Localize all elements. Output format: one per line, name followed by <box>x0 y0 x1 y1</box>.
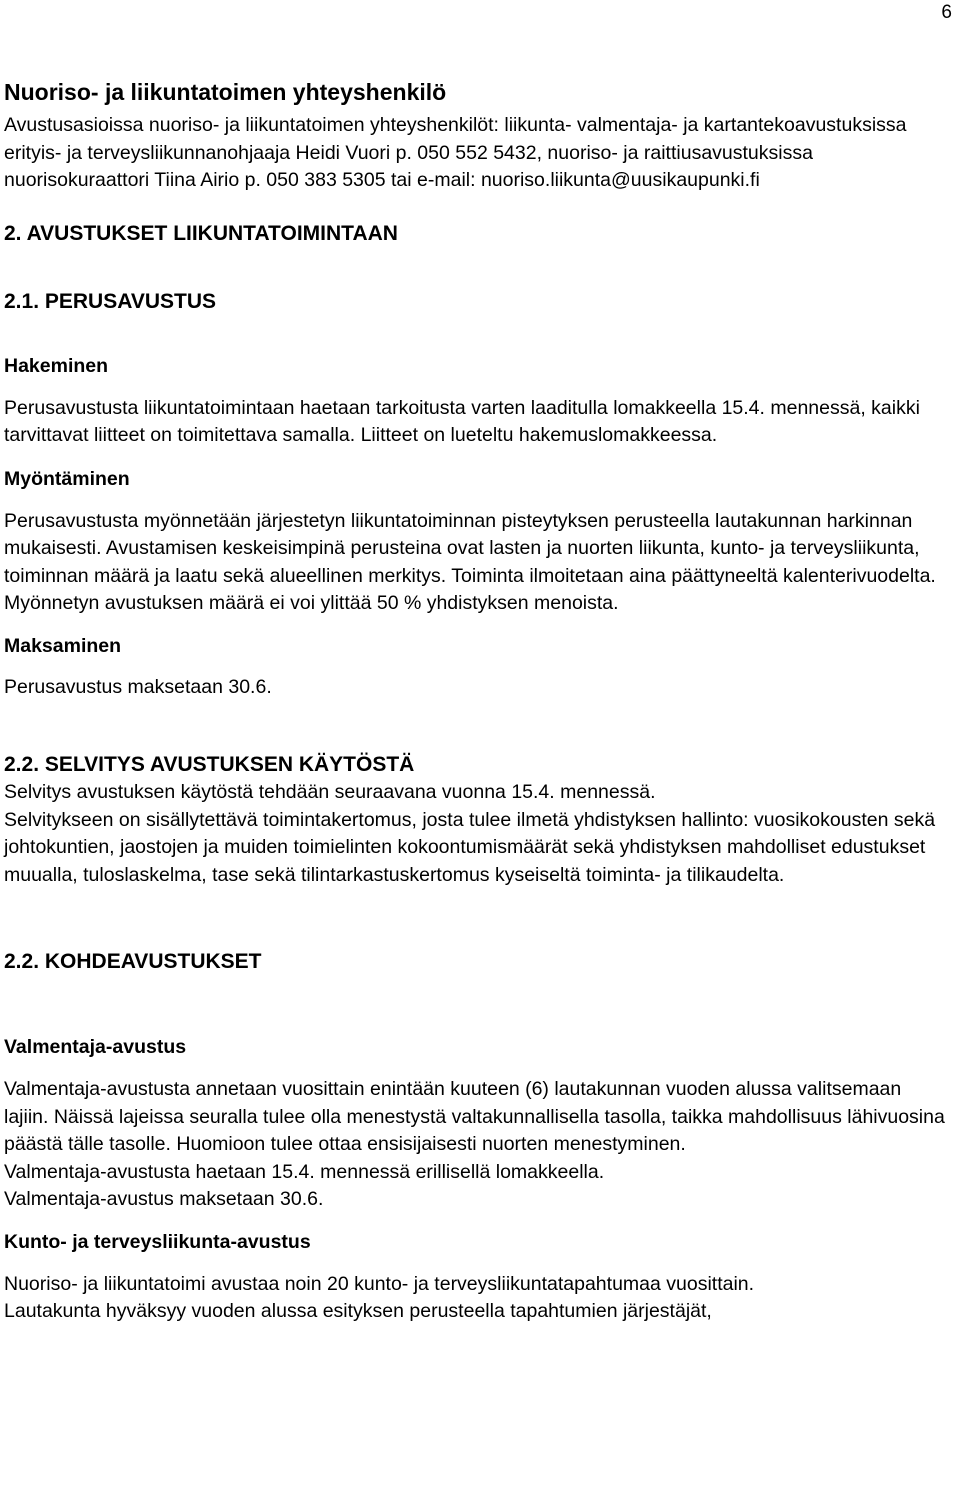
section-2-heading: 2. AVUSTUKSET LIIKUNTATOIMINTAAN <box>4 221 398 245</box>
kunto-heading: Kunto- ja terveysliikunta-avustus <box>4 1230 311 1253</box>
valmentaja-heading: Valmentaja-avustus <box>4 1036 187 1058</box>
myontaminen-body: Perusavustusta myönnetään järjestetyn liikuntatoiminnan pisteytyksen perusteella lautakunnan harkinnan mukaisesti. Avustamisen keskeisimpinä perusteina ovat lasten ja nuorten liikunta, kunto- ja terveysliikunta, toiminnan määrä ja laatu sekä alueellinen merkitys. Toiminta ilmoitetaan aina päättyneeltä kalenterivuodelta. <box>4 509 936 587</box>
hakeminen-heading: Hakeminen <box>4 354 109 377</box>
myontaminen-heading: Myöntäminen <box>4 467 130 490</box>
contact-heading: Nuoriso- ja liikuntatoimen yhteyshenkilö <box>4 79 447 105</box>
document-body <box>4 78 949 1326</box>
maksaminen-heading: Maksaminen <box>4 634 122 657</box>
selvitys-deadline: Selvitys avustuksen käytöstä tehdään seuraavana vuonna 15.4. mennessä. <box>4 781 656 803</box>
maksaminen-body: Perusavustus maksetaan 30.6. <box>4 675 272 698</box>
kunto-body-continued: Lautakunta hyväksyy vuoden alussa esityksen perusteella tapahtumien järjestäjät, <box>4 1300 712 1322</box>
myontaminen-limit: Myönnetyn avustuksen määrä ei voi ylittää 50 % yhdistyksen menoista. <box>4 592 619 614</box>
hakeminen-body: Perusavustusta liikuntatoimintaan haetaan tarkoitusta varten laaditulla lomakkeella 15.4. mennessä, kaikki tarvittavat liitteet on toimitettava samalla. Liitteet on lueteltu hakemuslomakkeessa. <box>4 396 920 446</box>
page-number: 6 <box>941 2 952 23</box>
section-2-2-selvitys-heading: 2.2. SELVITYS AVUSTUKSEN KÄYTÖSTÄ <box>4 753 415 776</box>
section-2-1-heading: 2.1. PERUSAVUSTUS <box>4 289 216 313</box>
kunto-body: Nuoriso- ja liikuntatoimi avustaa noin 20 kunto- ja terveysliikuntatapahtumaa vuosittain. <box>4 1272 755 1295</box>
contact-body: Avustusasioissa nuoriso- ja liikuntatoimen yhteyshenkilöt: liikunta- valmentaja- ja kartantekoavustuksissa erityis- ja terveysliikunnanohjaaja Heidi Vuori p. 050 552 5432, nuoriso- ja raittiusavustuksissa nuorisokuraattori Tiina Airio p. 050 383 5305 tai e-mail: nuoriso.liikunta@uusikaupunki.fi <box>4 114 907 191</box>
section-2-2-kohdeavustukset-heading: 2.2. KOHDEAVUSTUKSET <box>4 950 262 973</box>
valmentaja-body: Valmentaja-avustusta annetaan vuosittain enintään kuuteen (6) lautakunnan vuoden alussa valitsemaan lajiin. Näissä lajeissa seuralla tulee olla menestystä valtakunnallisella tasolla, taikka mahdollisuus lähivuosina päästä tälle tasolle. Huomioon tulee ottaa ensisijaisesti nuorten menestyminen. <box>4 1078 945 1155</box>
selvitys-body: Selvitykseen on sisällytettävä toimintakertomus, josta tulee ilmetä yhdistyksen hallinto: vuosikokousten sekä johtokuntien, jaostojen ja muiden toimielinten kokoontumismäärät sekä yhdistyksen mahdolliset edustukset muualla, tuloslaskelma, tase sekä tilintarkastuskertomus kyseiseltä toiminta- ja tilikaudelta. <box>4 808 936 886</box>
valmentaja-application: Valmentaja-avustusta haetaan 15.4. mennessä erillisellä lomakkeella. <box>4 1160 605 1183</box>
valmentaja-payment: Valmentaja-avustus maksetaan 30.6. <box>4 1188 324 1210</box>
